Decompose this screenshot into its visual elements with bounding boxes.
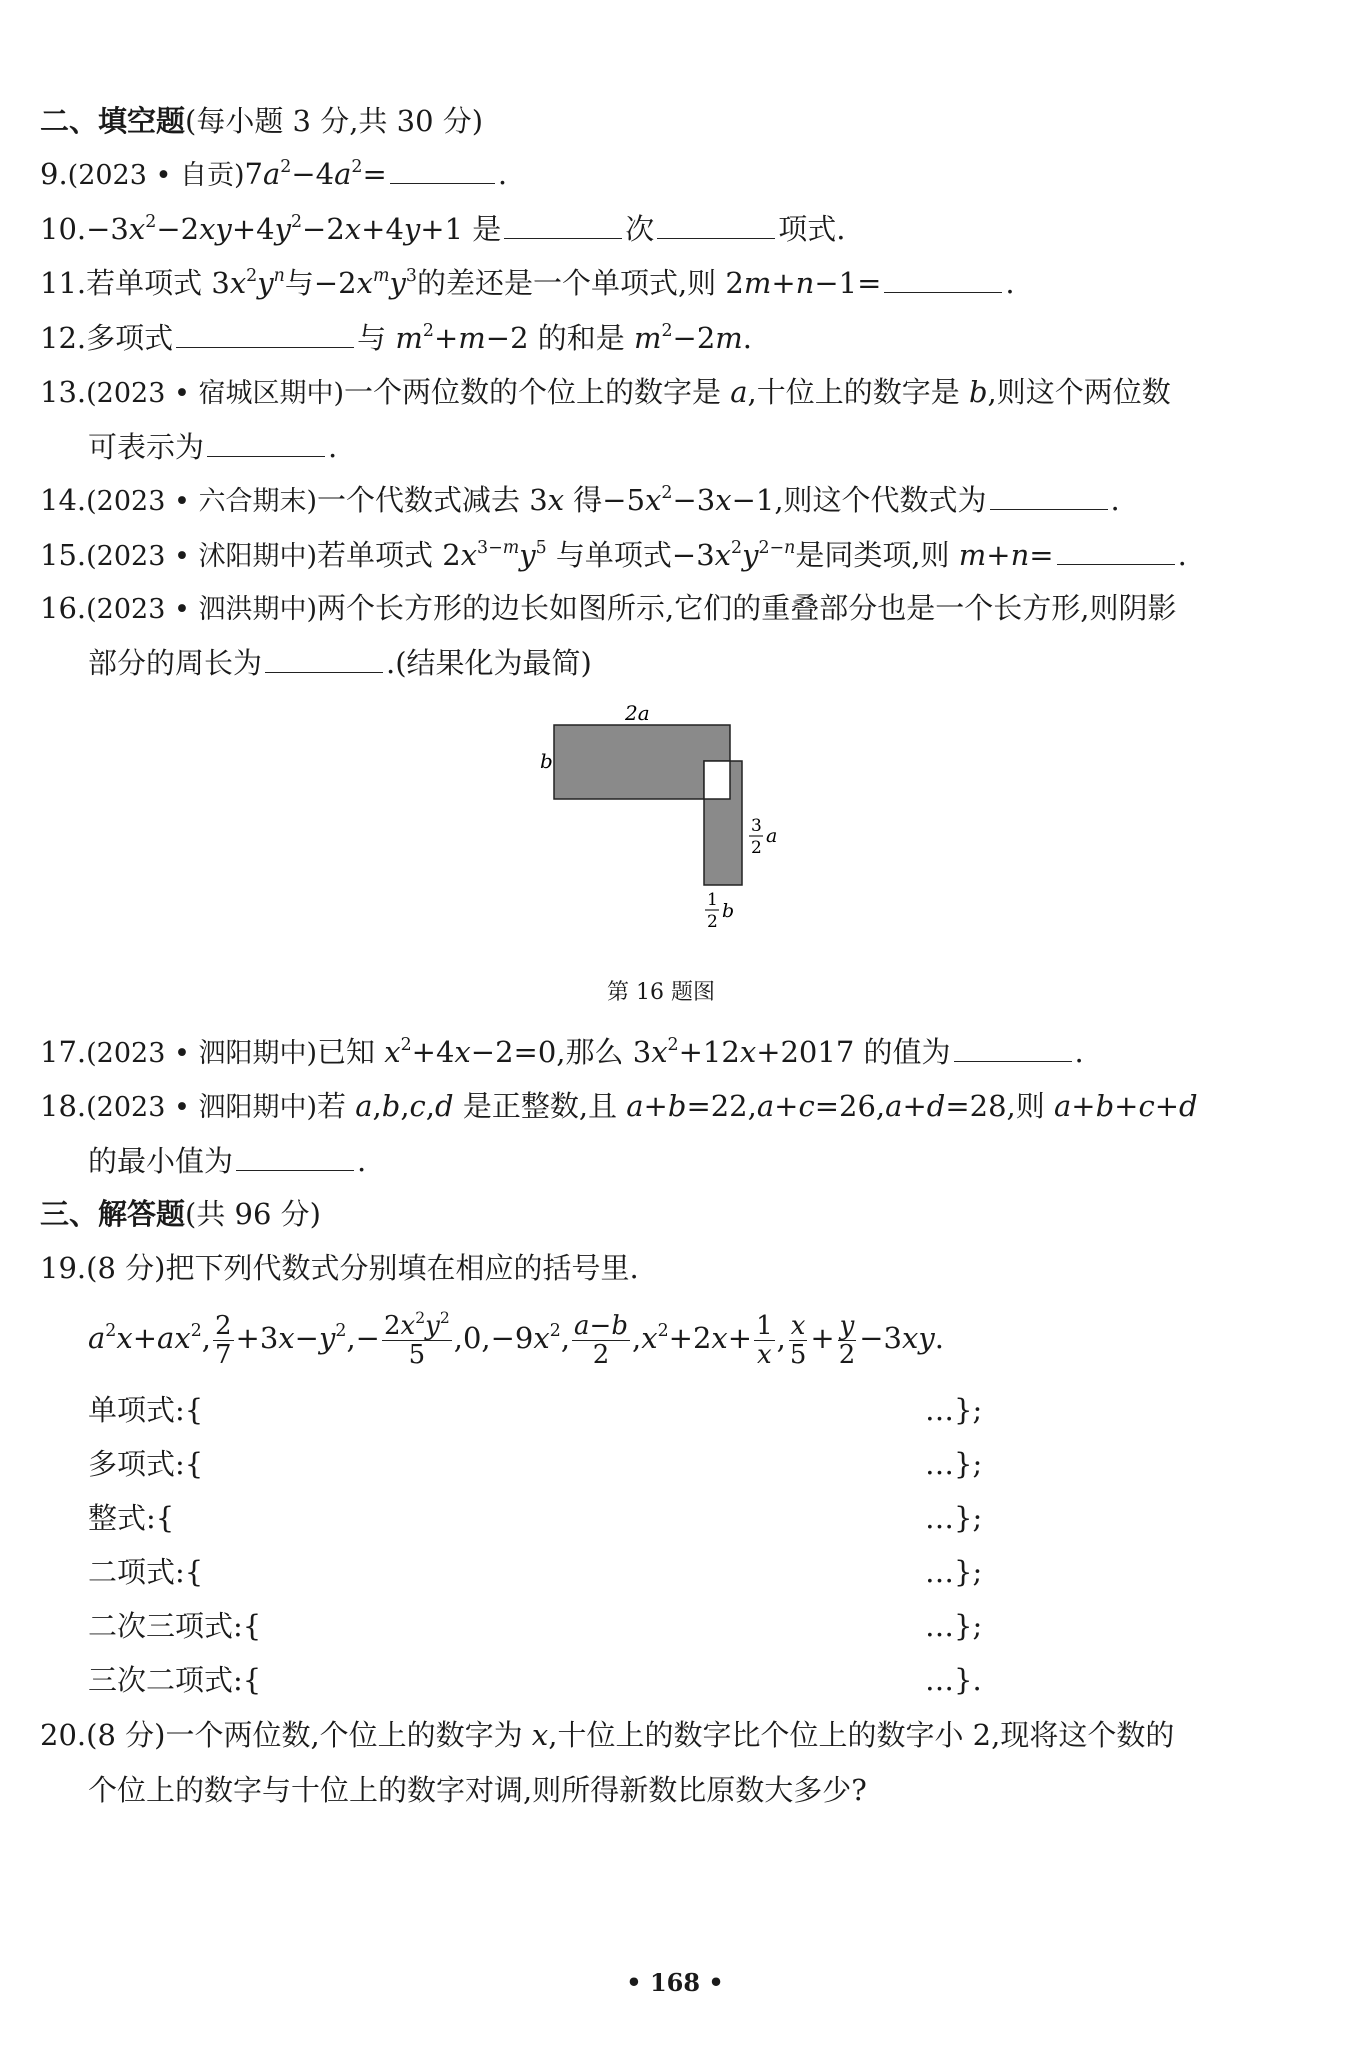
question-text: ,十位上的数字是	[747, 375, 960, 409]
question-text: 的和是	[537, 321, 625, 355]
question-text: 若单项式	[317, 538, 434, 572]
label-right-denominator: 2	[751, 838, 762, 858]
question-number: 15.	[40, 538, 87, 572]
question-source-tag: (2023 • 自贡)	[67, 160, 245, 191]
label-top: 2a	[625, 701, 650, 725]
section-heading-problems	[40, 1196, 321, 1232]
question-18-line-2: 的最小值为 .	[88, 1144, 367, 1178]
category-end: …}.	[925, 1663, 982, 1697]
fraction: $\frac{a-b}{2}$	[574, 1310, 628, 1370]
question-number: 20.	[40, 1718, 87, 1752]
section-note: (每小题 3 分,共 30 分)	[185, 104, 484, 138]
question-text: 与	[284, 266, 314, 300]
question-12: 12.多项式 与 $m^2+m-2$ 的和是 $m^2-2m$.	[40, 320, 753, 355]
question-text: 把下列代数式分别填在相应的括号里.	[165, 1251, 639, 1285]
question-18: 18.(2023 • 泗阳期中)若 a,b,c,d 是正整数,且 a+b=22,a+c=26,a+d=28,则 a+b+c+d	[40, 1089, 1198, 1123]
question-text: 次	[625, 212, 655, 246]
question-number: 14.	[40, 483, 87, 517]
question-number: 17.	[40, 1035, 87, 1069]
question-9: 9.(2023 • 自贡)$7a^2-4a^2=$ .	[40, 156, 508, 191]
category-quadratic-trinomial: 二次三项式:{	[88, 1609, 262, 1643]
question-text: ,则这个代数式为	[774, 483, 987, 517]
question-text: ,十位上的数字比个位上的数字小 2,现将这个数的	[548, 1718, 1175, 1752]
question-13: 13.(2023 • 宿城区期中)一个两位数的个位上的数字是 a,十位上的数字是 b,则这个两位数	[40, 375, 1171, 409]
question-text: ,则	[1006, 1089, 1045, 1123]
category-monomial: 单项式:{	[88, 1393, 204, 1427]
question-15: 15.(2023 • 沭阳期中)若单项式 $2x^{3-m}y^5$ 与单项式$-3x^2y^{2-n}$是同类项,则 m+n= .	[40, 537, 1187, 572]
answer-blank[interactable]	[954, 1035, 1072, 1062]
section-title: 二、填空题	[40, 104, 186, 138]
question-13-line-2: 可表示为 .	[88, 430, 338, 464]
question-source-tag: (2023 • 六合期末)	[86, 486, 317, 517]
answer-blank[interactable]	[390, 157, 495, 184]
question-text: 项式.	[778, 212, 846, 246]
figure-caption: 第 16 题图	[607, 980, 715, 1005]
question-text: ,则这个两位数	[987, 375, 1171, 409]
question-text: 一个代数式减去	[317, 483, 521, 517]
fraction: $\frac{1}{x}$	[756, 1310, 773, 1370]
label-right-variable: a	[766, 825, 778, 847]
fraction: $\frac{y}{2}$	[838, 1310, 856, 1370]
question-text: 那么	[565, 1035, 624, 1069]
question-text: 多项式	[86, 321, 174, 355]
question-text: 两个长方形的边长如图所示,它们的重叠部分也是一个长方形,则阴影	[317, 591, 1177, 625]
question-17: 17.(2023 • 泗阳期中)已知 $x^2+4x-2=0$,那么 $3x^2+12x+2017$ 的值为 .	[40, 1034, 1084, 1069]
answer-blank[interactable]	[504, 212, 622, 239]
section-title: 三、解答题	[40, 1197, 186, 1231]
question-number: 9.	[40, 157, 68, 191]
answer-blank[interactable]	[207, 430, 325, 457]
fraction: $\frac{2x^2y^2}{5}$	[383, 1308, 450, 1370]
question-source-tag: (2023 • 宿城区期中)	[86, 378, 344, 409]
label-bottom-numerator: 1	[707, 890, 718, 910]
question-number: 16.	[40, 591, 87, 625]
fraction: $\frac{2}{7}$	[215, 1310, 232, 1370]
question-text: 部分的周长为	[88, 646, 263, 680]
question-11: 11.若单项式 $3x^2y^n$与$-2x^my^3$的差还是一个单项式,则 2m+n−1= .	[40, 265, 1015, 300]
question-text: 已知	[317, 1035, 376, 1069]
category-integral-expression: 整式:{	[88, 1501, 175, 1535]
question-16	[40, 590, 1176, 628]
answer-blank[interactable]	[176, 321, 354, 348]
category-polynomial: 多项式:{	[88, 1447, 204, 1481]
question-number: 18.	[40, 1089, 87, 1123]
question-text: 是	[472, 212, 502, 246]
fraction: $\frac{x}{5}$	[789, 1310, 807, 1370]
category-end: …};	[925, 1501, 983, 1535]
label-left: b	[540, 749, 553, 773]
category-end: …};	[925, 1609, 983, 1643]
answer-blank[interactable]	[990, 483, 1108, 510]
page-number: • 168 •	[626, 1968, 724, 1997]
question-number: 13.	[40, 375, 87, 409]
question-10: $10.-3x^2-2xy+4y^2-2x+4y+1$ 是 次 项式.	[40, 211, 846, 246]
question-text: 个位上的数字与十位上的数字对调,则所得新数比原数大多少?	[88, 1773, 867, 1807]
category-end: …};	[925, 1555, 983, 1589]
question-text: 是同类项,则	[795, 538, 950, 572]
question-text: 的差还是一个单项式,则	[416, 266, 717, 300]
figure-16-rectangles	[520, 695, 820, 940]
question-text: 得	[573, 483, 603, 517]
answer-blank[interactable]	[657, 212, 775, 239]
answer-blank[interactable]	[236, 1144, 354, 1171]
label-bottom-variable: b	[722, 900, 735, 922]
question-number: 19.	[40, 1251, 87, 1285]
category-end: …};	[925, 1447, 983, 1481]
question-16-line-2	[88, 645, 592, 681]
question-number: 10.	[40, 212, 87, 246]
question-number: 11.	[40, 266, 87, 300]
question-text: 是正整数,且	[462, 1089, 618, 1123]
label-right-numerator: 3	[751, 816, 762, 836]
answer-blank[interactable]	[265, 646, 383, 673]
category-cubic-binomial: 三次二项式:{	[88, 1663, 262, 1697]
expression-list: $a^2x+ax^2$, $\frac{2}{7}$ $+3x-y^2,-$ $\frac{2x^2y^2}{5}$ $,0,-9x^2$, $\frac{a-b}{2}$ $,x^2+2x+$ $\frac{1}{x}$ , $\frac{x}{5}$ + $\frac{y}{2}$ −3xy.	[88, 1308, 944, 1370]
section-note: (共 96 分)	[185, 1197, 321, 1231]
question-source-tag: (2023 • 泗阳期中)	[86, 1038, 317, 1069]
label-bottom-denominator: 2	[707, 912, 718, 932]
answer-blank[interactable]	[884, 266, 1002, 293]
question-text: 的最小值为	[88, 1144, 234, 1178]
question-text: 一个两位数的个位上的数字是	[344, 375, 722, 409]
overlap-rectangle	[704, 761, 730, 799]
question-text: 可表示为	[88, 430, 205, 464]
question-19	[40, 1250, 639, 1286]
category-binomial: 二项式:{	[88, 1555, 204, 1589]
question-text: 与	[357, 321, 387, 355]
question-20: 20.(8 分)一个两位数,个位上的数字为 x,十位上的数字比个位上的数字小 2,现将这个数的	[40, 1718, 1175, 1752]
question-score: (8 分)	[86, 1718, 166, 1752]
section-heading-fill-in	[40, 103, 483, 139]
question-number: 12.	[40, 321, 87, 355]
question-text: .(结果化为最简)	[386, 646, 592, 680]
question-source-tag: (2023 • 沭阳期中)	[86, 541, 317, 572]
question-text: 若单项式	[86, 266, 203, 300]
question-source-tag: (2023 • 泗洪期中)	[86, 594, 317, 625]
question-text: 若	[317, 1089, 347, 1123]
question-text: 一个两位数,个位上的数字为	[165, 1718, 523, 1752]
question-score: (8 分)	[86, 1251, 166, 1285]
answer-blank[interactable]	[1057, 538, 1175, 565]
question-source-tag: (2023 • 泗阳期中)	[86, 1092, 317, 1123]
question-text: 与单项式	[555, 538, 672, 572]
question-14: 14.(2023 • 六合期末)一个代数式减去 3x 得$-5x^2-3x-1$,则这个代数式为 .	[40, 482, 1120, 517]
question-text: 的值为	[863, 1035, 951, 1069]
category-end: …};	[925, 1393, 983, 1427]
question-20-line-2	[88, 1772, 867, 1808]
